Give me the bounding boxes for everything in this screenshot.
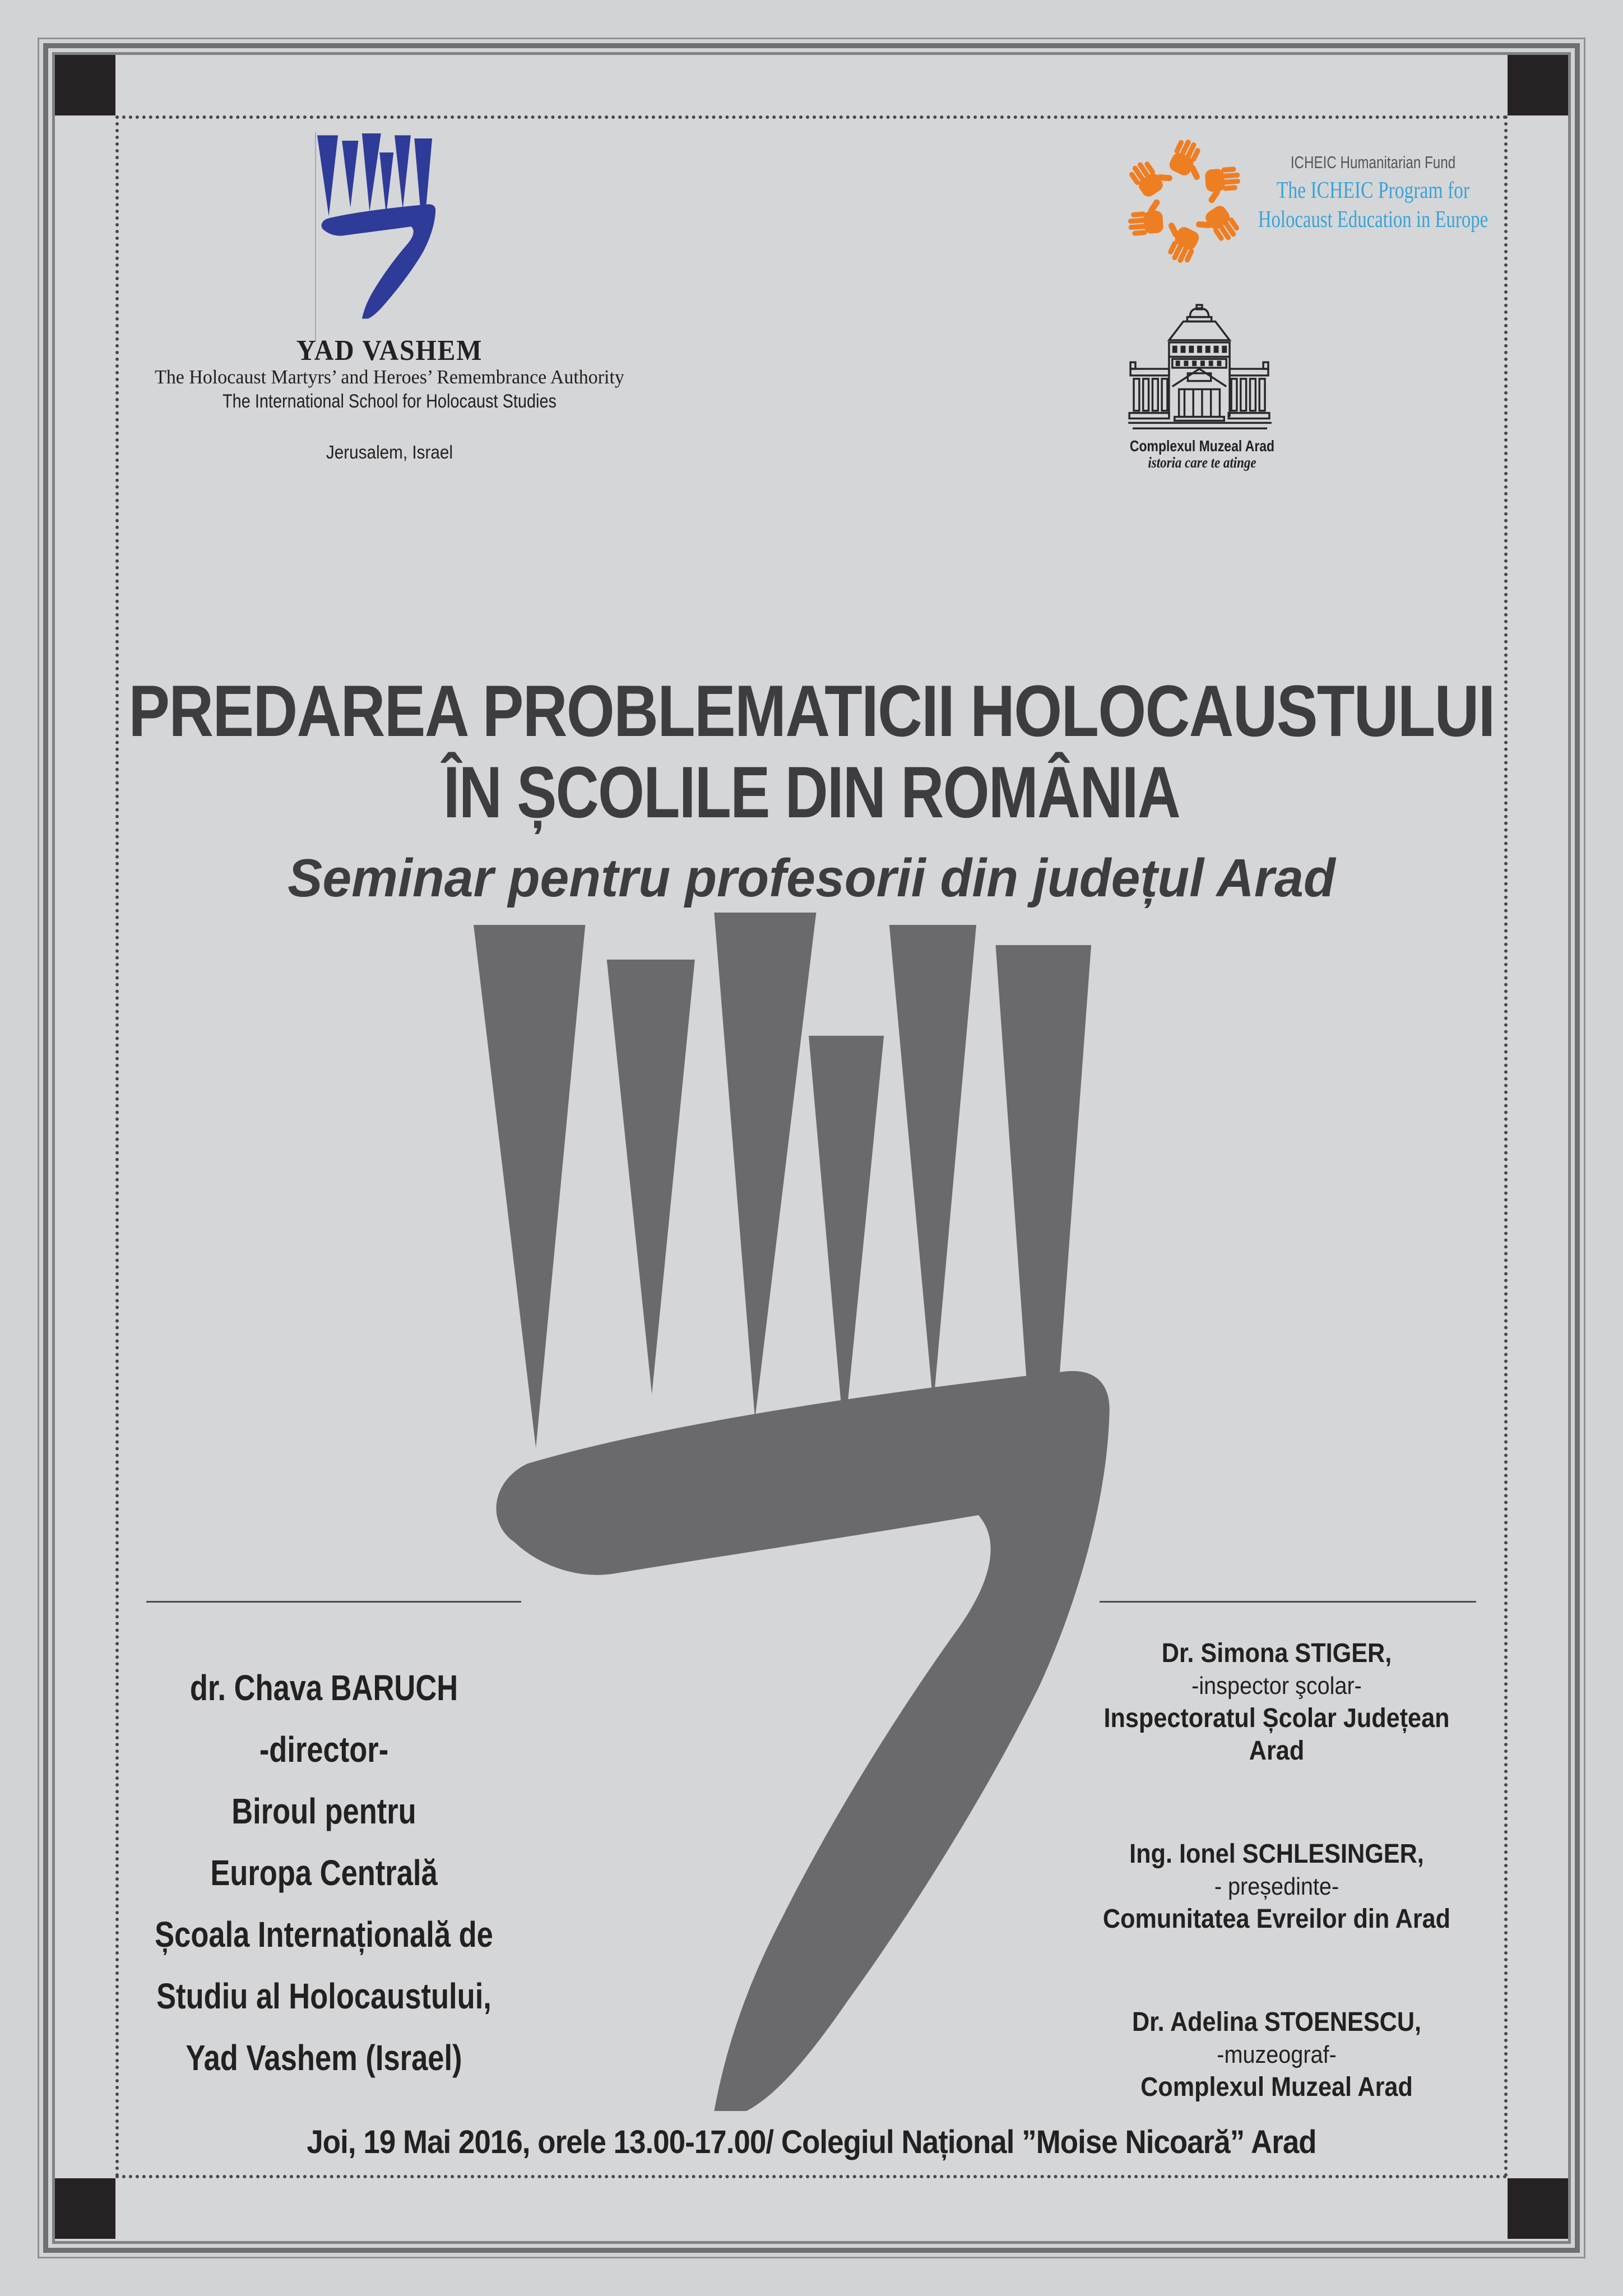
icheic-fund-label: ICHEIC Humanitarian Fund: [1290, 152, 1456, 172]
speaker-left-line: dr. Chava BARUCH: [189, 1668, 458, 1708]
poster-title-line1: PREDAREA PROBLEMATICII HOLOCAUSTULUI: [128, 670, 1495, 752]
speaker-left-line: Studiu al Holocaustului,: [156, 1976, 491, 2016]
yad-vashem-logo-rule: [315, 132, 316, 342]
poster-title-line2: ÎN ȘCOLILE DIN ROMÂNIA: [443, 751, 1180, 833]
left-column-rule: [146, 1601, 521, 1603]
speaker-left-line: Biroul pentru: [231, 1791, 416, 1831]
yad-vashem-subtitle-authority: The Holocaust Martyrs’ and Heroes’ Remembrance Authority: [155, 366, 624, 388]
yad-vashem-name: YAD VASHEM: [296, 335, 483, 367]
event-date-location: Joi, 19 Mai 2016, orele 13.00-17.00/ Colegiul Național ”Moise Nicoară” Arad: [307, 2124, 1316, 2160]
menorah-watermark: [474, 913, 1118, 2117]
speaker-entry: [1075, 2006, 1478, 2104]
speaker-organization: Complexul Muzeal Arad: [1140, 2072, 1413, 2102]
yad-vashem-location: Jerusalem, Israel: [326, 442, 453, 462]
corner-mark-top-right: [1508, 55, 1568, 115]
yad-vashem-menorah-logo-icon: [317, 133, 437, 320]
speaker-organization: Comunitatea Evreilor din Arad: [1102, 1904, 1451, 1934]
speaker-role: - președinte-: [1214, 1873, 1339, 1900]
speaker-right-block: [1075, 1637, 1478, 2174]
speaker-organization: Inspectoratul Școlar Județean Arad: [1103, 1704, 1450, 1766]
museum-tagline: istoria care te atinge: [1148, 454, 1256, 471]
right-column-rule: [1100, 1601, 1476, 1603]
yad-vashem-subtitle-school: The International School for Holocaust Studies: [222, 391, 557, 412]
museum-building-icon: [1125, 304, 1276, 436]
speaker-entry: [1075, 1637, 1478, 1767]
speaker-name: Dr. Adelina STOENESCU,: [1132, 2007, 1422, 2037]
icheic-program-line1: The ICHEIC Program for: [1276, 178, 1470, 203]
corner-mark-bottom-left: [55, 2178, 115, 2239]
icheic-program-line2: Holocaust Education in Europe: [1258, 207, 1488, 233]
speaker-role: -muzeograf-: [1217, 2041, 1337, 2068]
speaker-name: Ing. Ionel SCHLESINGER,: [1129, 1839, 1424, 1869]
speaker-role: -inspector şcolar-: [1191, 1672, 1362, 1700]
museum-name: Complexul Muzeal Arad: [1129, 437, 1275, 455]
speaker-left-line: Yad Vashem (Israel): [186, 2038, 462, 2078]
speaker-left-line: Școala Internațională de: [155, 1914, 493, 1955]
speaker-name: Dr. Simona STIGER,: [1161, 1638, 1392, 1668]
icheic-hands-icon: [1123, 133, 1246, 270]
speaker-left-line: Europa Centrală: [210, 1853, 438, 1893]
speaker-left-block: [140, 1657, 508, 2089]
speaker-entry: [1075, 1838, 1478, 1936]
corner-mark-top-left: [55, 55, 115, 115]
corner-mark-bottom-right: [1508, 2178, 1568, 2239]
poster-subtitle: Seminar pentru profesorii din județul Arad: [287, 848, 1336, 908]
speaker-left-line: -director-: [259, 1729, 389, 1770]
